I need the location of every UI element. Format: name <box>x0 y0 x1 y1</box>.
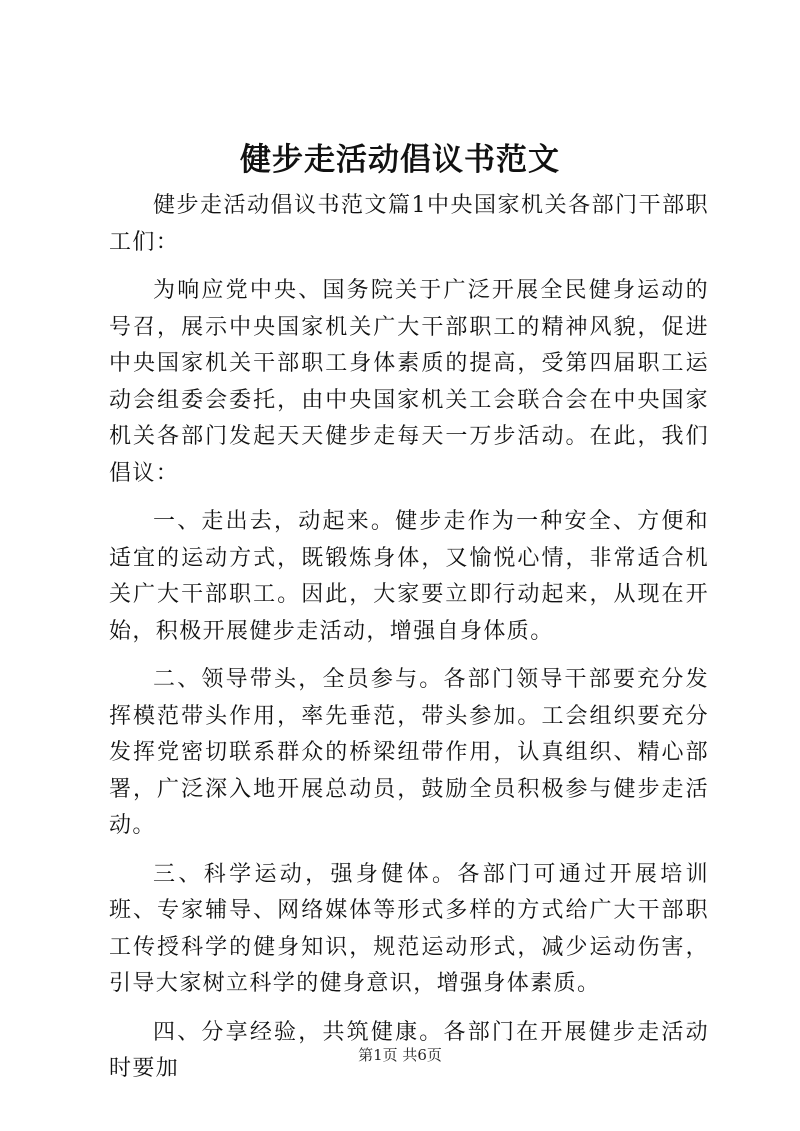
paragraph-item-2: 二、领导带头，全员参与。各部门领导干部要充分发挥模范带头作用，率先垂范，带头参加。工会组织要充分发挥党密切联系群众的桥梁纽带作用，认真组织、精心部署，广泛深入地开展总动员，鼓励全员积极参与健步走活动。 <box>109 667 709 838</box>
document-body <box>109 188 709 1100</box>
document-title: 健步走活动倡议书范文 <box>240 142 560 178</box>
paragraph-intro: 为响应党中央、国务院关于广泛开展全民健身运动的号召，展示中央国家机关广大干部职工的精神风貌，促进中央国家机关干部职工身体素质的提高，受第四届职工运动会组委会委托，由中央国家机关工会联合会在中央国家机关各部门发起天天健步走每天一万步活动。在此，我们倡议： <box>109 278 709 486</box>
page-footer: 第1页 共6页 <box>358 1046 442 1064</box>
paragraph-item-3: 三、科学运动，强身健体。各部门可通过开展培训班、专家辅导、网络媒体等形式多样的方式给广大干部职工传授科学的健身知识，规范运动形式，减少运动伤害，引导大家树立科学的健身意识，增强身体素质。 <box>109 861 709 996</box>
paragraph-item-1: 一、走出去，动起来。健步走作为一种安全、方便和适宜的运动方式，既锻炼身体，又愉悦心情，非常适合机关广大干部职工。因此，大家要立即行动起来，从现在开始，积极开展健步走活动，增强自身体质。 <box>109 509 709 644</box>
paragraph-item-4: 四、分享经验，共筑健康。各部门在开展健步走活动时要加 <box>109 1019 709 1081</box>
paragraph-salutation: 健步走活动倡议书范文篇1中央国家机关各部门干部职工们： <box>109 193 709 255</box>
